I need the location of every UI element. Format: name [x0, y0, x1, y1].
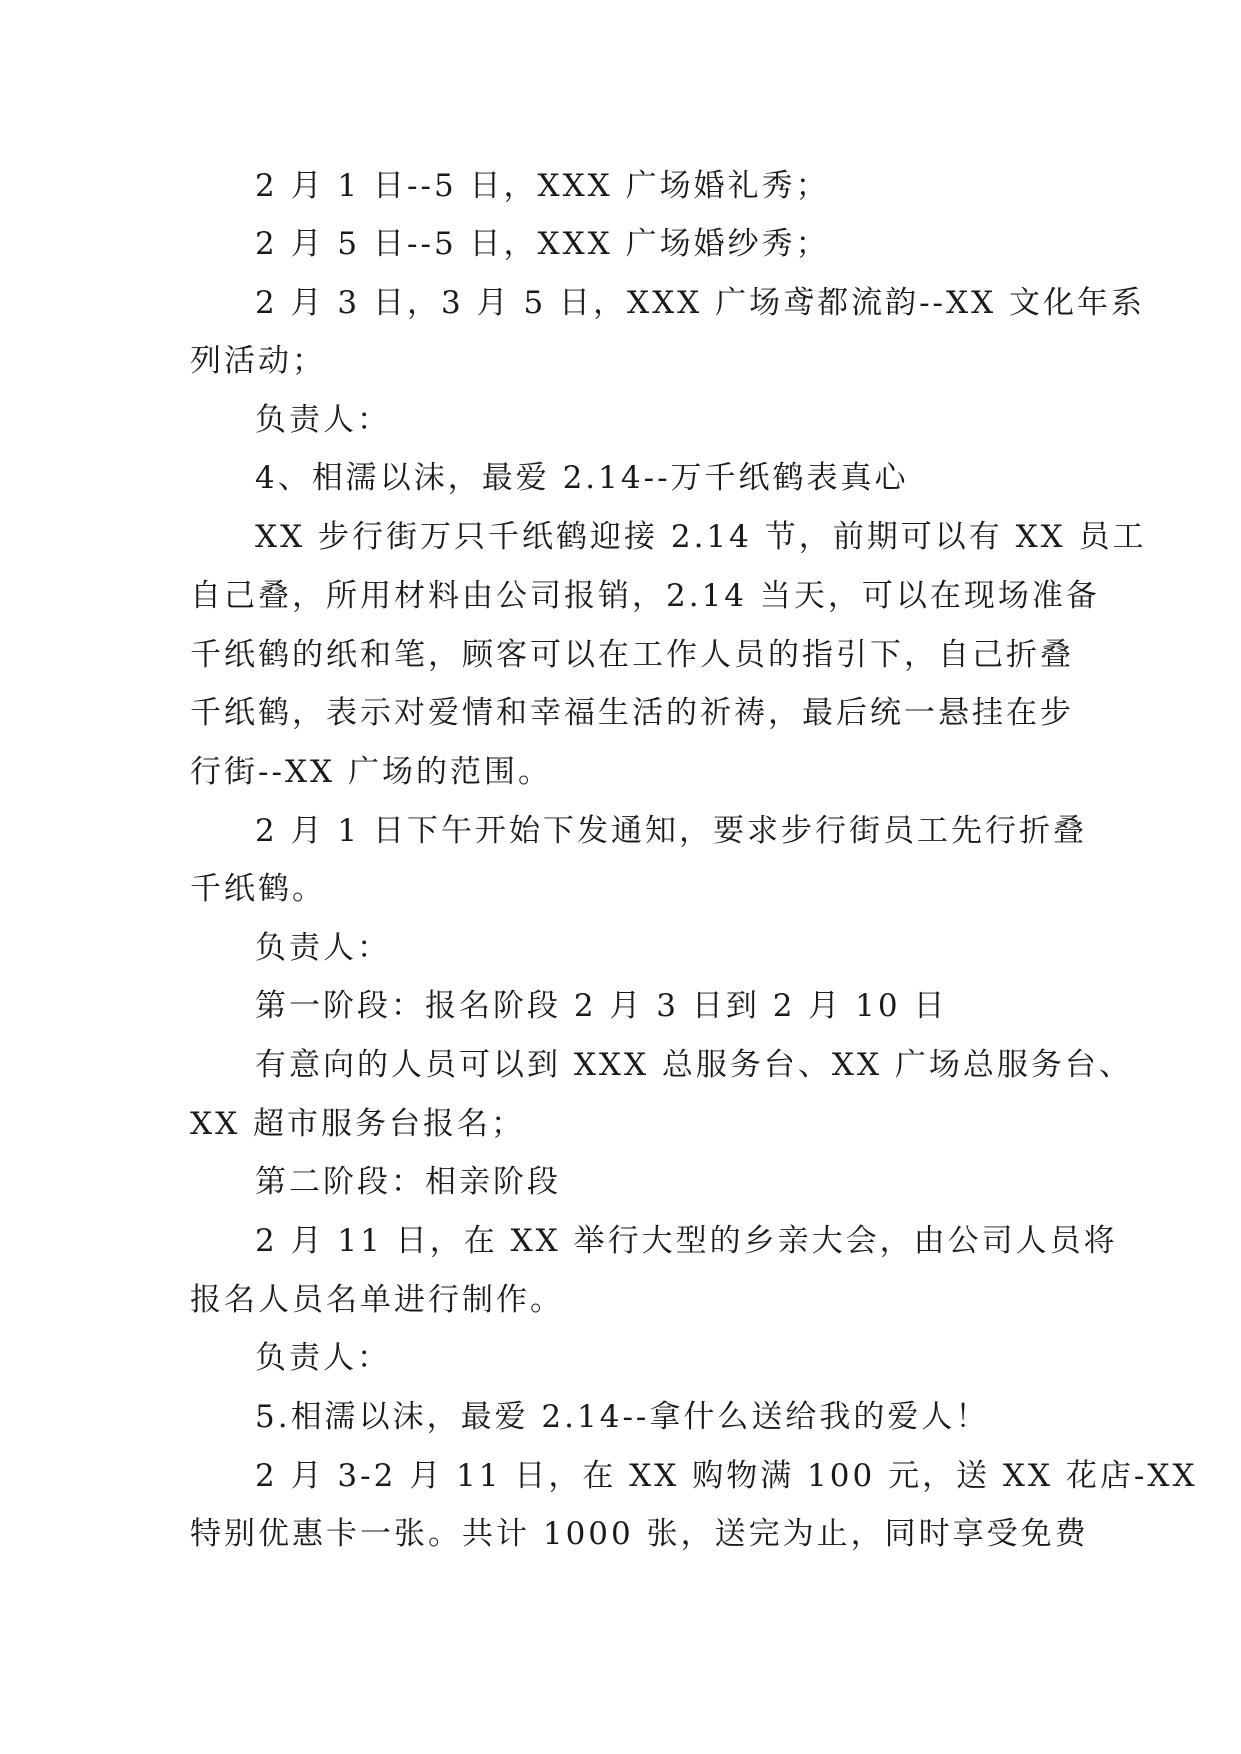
paragraph-line: 列活动； [190, 343, 326, 379]
paragraph-line: 负责人： [255, 930, 391, 966]
paragraph-line: 2 月 1 日--5 日，XXX 广场婚礼秀； [255, 168, 830, 204]
paragraph-line: 2 月 11 日，在 XX 举行大型的乡亲大会，由公司人员将 [255, 1223, 1118, 1259]
paragraph-line: 负责人： [255, 1340, 391, 1376]
paragraph-line: 有意向的人员可以到 XXX 总服务台、XX 广场总服务台、 [255, 1047, 1133, 1083]
paragraph-line: 第一阶段：报名阶段 2 月 3 日到 2 月 10 日 [255, 988, 948, 1024]
paragraph-line: 2 月 5 日--5 日，XXX 广场婚纱秀； [255, 226, 830, 262]
paragraph-line: 2 月 3 日，3 月 5 日，XXX 广场鸢都流韵--XX 文化年系 [255, 285, 1146, 321]
paragraph-line: 报名人员名单进行制作。 [190, 1282, 564, 1318]
paragraph-line: XX 步行街万只千纸鹤迎接 2.14 节，前期可以有 XX 员工 [255, 519, 1147, 555]
paragraph-line: 行街--XX 广场的范围。 [190, 754, 552, 790]
paragraph-line: 特别优惠卡一张。共计 1000 张，送完为止，同时享受免费 [190, 1516, 1089, 1552]
paragraph-line: 千纸鹤的纸和笔，顾客可以在工作人员的指引下，自己折叠 [190, 637, 1074, 673]
paragraph-line: XX 超市服务台报名； [190, 1106, 525, 1142]
paragraph-line: 负责人： [255, 402, 391, 438]
paragraph-line: 千纸鹤，表示对爱情和幸福生活的祈祷，最后统一悬挂在步 [190, 695, 1074, 731]
section-heading: 5.相濡以沫，最爱 2.14--拿什么送给我的爱人！ [255, 1399, 990, 1435]
paragraph-line: 2 月 3-2 月 11 日，在 XX 购物满 100 元，送 XX 花店-XX [255, 1458, 1198, 1494]
paragraph-line: 千纸鹤。 [190, 871, 326, 907]
section-heading: 4、相濡以沫，最爱 2.14--万千纸鹤表真心 [255, 460, 909, 496]
paragraph-line: 自己叠，所用材料由公司报销，2.14 当天，可以在现场准备 [190, 578, 1100, 614]
paragraph-line: 2 月 1 日下午开始下发通知，要求步行街员工先行折叠 [255, 813, 1088, 849]
paragraph-line: 第二阶段：相亲阶段 [255, 1164, 561, 1200]
